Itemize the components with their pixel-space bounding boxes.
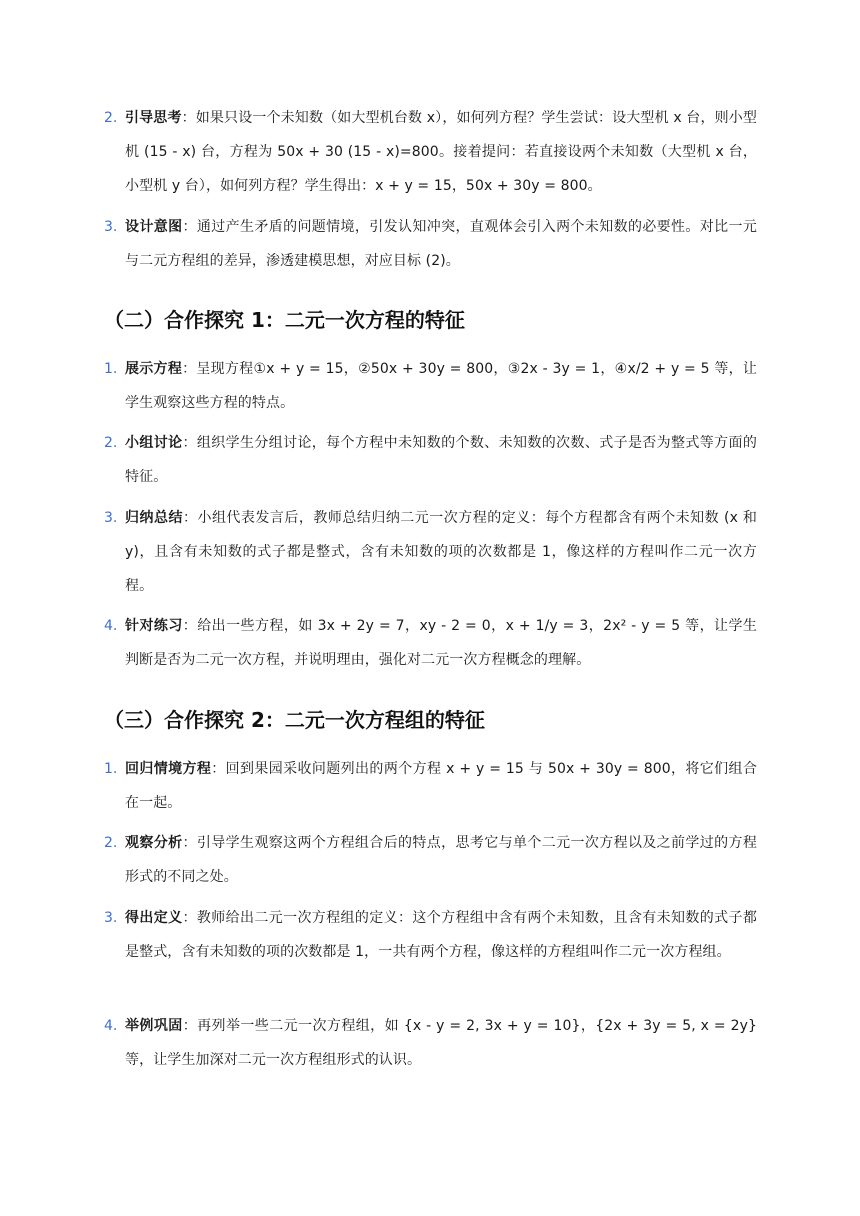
term-body: ：通过产生矛盾的问题情境，引发认知冲突，直观体会引入两个未知数的必要性。对比一元与二元方程组的差异，渗透建模思想，对应目标 (2)。 (125, 219, 757, 269)
term-label: 针对练习 (125, 618, 183, 634)
term-body: ：再列举一些二元一次方程组，如 {x - y = 2, 3x + y = 10}，{2x + 3y = 5, x = 2y} 等，让学生加深对二元一次方程组形式的认识。 (125, 1018, 757, 1068)
list-number: 4. (104, 618, 118, 634)
term-label: 回归情境方程 (125, 761, 212, 777)
term-body: ：回到果园采收问题列出的两个方程 x + y = 15 与 50x + 30y = 800，将它们组合在一起。 (125, 761, 758, 811)
term-label: 小组讨论 (125, 435, 183, 451)
list-text (125, 901, 757, 969)
list-number: 3. (104, 510, 118, 526)
term-body: ：呈现方程①x + y = 15，②50x + 30y = 800，③2x - 3y = 1，④x/2 + y = 5 等，让学生观察这些方程的特点。 (125, 361, 757, 411)
list-number: 2. (104, 435, 118, 451)
term-label: 展示方程 (125, 361, 183, 377)
term-label: 观察分析 (125, 835, 183, 851)
term-label: 举例巩固 (125, 1018, 183, 1034)
term-body: ：小组代表发言后，教师总结归纳二元一次方程的定义：每个方程都含有两个未知数 (x 和 y)，且含有未知数的式子都是整式，含有未知数的项的次数都是 1，像这样的方程叫作二元一次方程。 (125, 510, 757, 594)
section-heading: （二）合作探究 1：二元一次方程的特征 (104, 308, 465, 332)
list-text (125, 101, 757, 203)
section-heading: （三）合作探究 2：二元一次方程组的特征 (104, 708, 485, 732)
list-text (125, 1009, 757, 1077)
list-number: 1. (104, 761, 118, 777)
list-text (125, 210, 757, 278)
term-body: ：教师给出二元一次方程组的定义：这个方程组中含有两个未知数，且含有未知数的式子都是整式，含有未知数的项的次数都是 1，一共有两个方程，像这样的方程组叫作二元一次方程组。 (125, 910, 757, 960)
term-label: 得出定义 (125, 910, 183, 926)
term-label: 归纳总结 (125, 510, 183, 526)
term-body: ：给出一些方程，如 3x + 2y = 7，xy - 2 = 0，x + 1/y = 3，2x² - y = 5 等，让学生判断是否为二元一次方程，并说明理由，强化对二元一次方程概念的理解。 (125, 618, 757, 668)
list-number: 1. (104, 361, 118, 377)
list-number: 4. (104, 1018, 118, 1034)
list-number: 3. (104, 910, 118, 926)
list-text (125, 501, 757, 603)
term-body: ：组织学生分组讨论，每个方程中未知数的个数、未知数的次数、式子是否为整式等方面的特征。 (125, 435, 757, 485)
list-text (125, 609, 757, 677)
list-text (125, 352, 757, 420)
term-label: 引导思考 (125, 110, 182, 126)
list-text (125, 426, 757, 494)
list-text (125, 826, 757, 894)
list-number: 3. (104, 219, 118, 235)
term-body: ：引导学生观察这两个方程组合后的特点，思考它与单个二元一次方程以及之前学过的方程形式的不同之处。 (125, 835, 757, 885)
term-body: ：如果只设一个未知数（如大型机台数 x），如何列方程？学生尝试：设大型机 x 台，则小型机 (15 - x) 台，方程为 50x + 30 (15 - x)=800。接着提问：若直接设两个未知数（大型机 x 台，小型机 y 台），如何列方程？学生得出：x + y = 15，50x + 30y = 800。 (125, 110, 757, 194)
list-number: 2. (104, 110, 118, 126)
list-number: 2. (104, 835, 118, 851)
term-label: 设计意图 (125, 219, 183, 235)
list-text (125, 752, 757, 820)
